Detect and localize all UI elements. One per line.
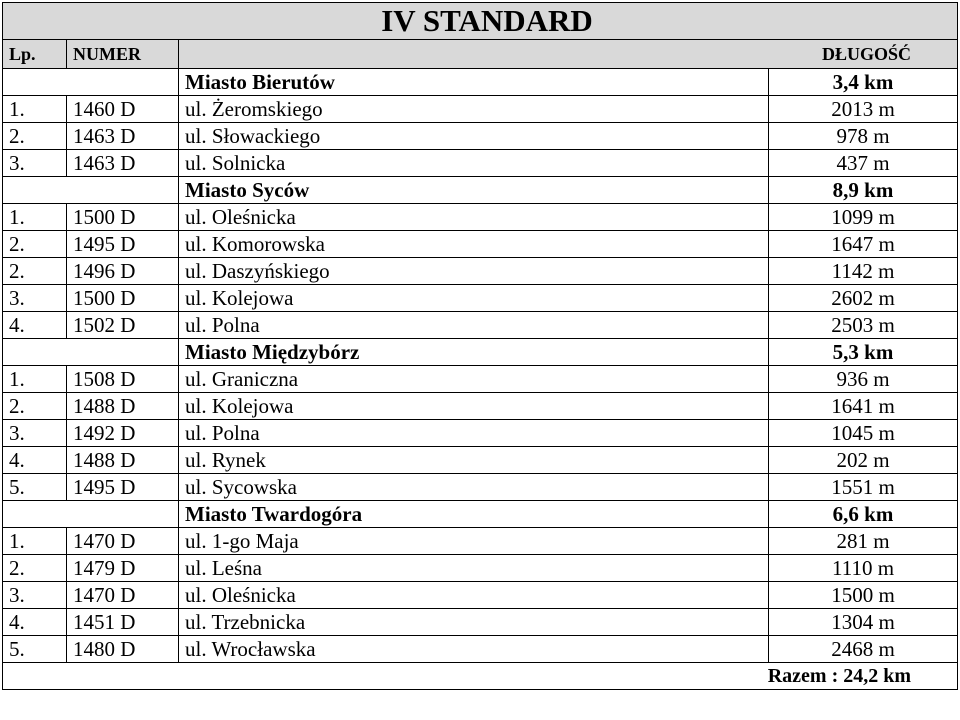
row-lp: 4. — [3, 312, 67, 339]
title-row — [3, 3, 958, 40]
row-numer: 1500 D — [67, 285, 179, 312]
row-lp: 1. — [3, 204, 67, 231]
row-street: ul. Oleśnicka — [179, 582, 769, 609]
city-name: Miasto Twardogóra — [179, 501, 769, 528]
row-lp: 5. — [3, 474, 67, 501]
row-street: ul. Kolejowa — [179, 285, 769, 312]
row-length: 1142 m — [769, 258, 958, 285]
city-row — [3, 339, 958, 366]
row-length: 2468 m — [769, 636, 958, 663]
row-street: ul. Rynek — [179, 447, 769, 474]
row-length: 1500 m — [769, 582, 958, 609]
row-street: ul. Graniczna — [179, 366, 769, 393]
row-numer: 1495 D — [67, 474, 179, 501]
row-street: ul. Solnicka — [179, 150, 769, 177]
row-numer: 1495 D — [67, 231, 179, 258]
city-spacer — [3, 339, 179, 366]
table-row — [3, 582, 958, 609]
table-row — [3, 258, 958, 285]
table-row — [3, 393, 958, 420]
row-numer: 1451 D — [67, 609, 179, 636]
table-row — [3, 231, 958, 258]
row-street: ul. Wrocławska — [179, 636, 769, 663]
city-name: Miasto Syców — [179, 177, 769, 204]
roads-table — [2, 2, 958, 690]
row-lp: 3. — [3, 582, 67, 609]
row-lp: 1. — [3, 366, 67, 393]
row-lp: 1. — [3, 96, 67, 123]
row-street: ul. Żeromskiego — [179, 96, 769, 123]
row-numer: 1502 D — [67, 312, 179, 339]
row-length: 1551 m — [769, 474, 958, 501]
city-row — [3, 501, 958, 528]
table-row — [3, 96, 958, 123]
table-row — [3, 312, 958, 339]
row-numer: 1460 D — [67, 96, 179, 123]
row-lp: 2. — [3, 393, 67, 420]
row-street: ul. 1-go Maja — [179, 528, 769, 555]
row-length: 1641 m — [769, 393, 958, 420]
row-street: ul. Trzebnicka — [179, 609, 769, 636]
city-total: 6,6 km — [769, 501, 958, 528]
table-row — [3, 150, 958, 177]
row-street: ul. Leśna — [179, 555, 769, 582]
row-lp: 2. — [3, 555, 67, 582]
row-numer: 1463 D — [67, 150, 179, 177]
row-length: 1110 m — [769, 555, 958, 582]
header-numer: NUMER — [67, 40, 179, 69]
row-lp: 2. — [3, 258, 67, 285]
table-row — [3, 420, 958, 447]
header-lp: Lp. — [3, 40, 67, 69]
table-row — [3, 474, 958, 501]
row-street: ul. Oleśnicka — [179, 204, 769, 231]
table-row — [3, 204, 958, 231]
row-length: 1647 m — [769, 231, 958, 258]
row-length: 2013 m — [769, 96, 958, 123]
row-lp: 5. — [3, 636, 67, 663]
row-numer: 1470 D — [67, 528, 179, 555]
table-row — [3, 366, 958, 393]
row-length: 281 m — [769, 528, 958, 555]
row-street: ul. Sycowska — [179, 474, 769, 501]
row-numer: 1488 D — [67, 447, 179, 474]
row-street: ul. Daszyńskiego — [179, 258, 769, 285]
city-total: 8,9 km — [769, 177, 958, 204]
row-numer: 1488 D — [67, 393, 179, 420]
row-lp: 3. — [3, 420, 67, 447]
table-row — [3, 609, 958, 636]
table-row — [3, 123, 958, 150]
city-spacer — [3, 69, 179, 96]
table-row — [3, 636, 958, 663]
row-length: 202 m — [769, 447, 958, 474]
row-numer: 1496 D — [67, 258, 179, 285]
row-length: 437 m — [769, 150, 958, 177]
row-length: 2602 m — [769, 285, 958, 312]
row-lp: 3. — [3, 285, 67, 312]
row-length: 2503 m — [769, 312, 958, 339]
row-street: ul. Komorowska — [179, 231, 769, 258]
city-name: Miasto Bierutów — [179, 69, 769, 96]
row-street: ul. Polna — [179, 420, 769, 447]
summary-total: Razem : 24,2 km — [3, 663, 958, 690]
row-lp: 2. — [3, 231, 67, 258]
row-length: 978 m — [769, 123, 958, 150]
row-length: 936 m — [769, 366, 958, 393]
header-row — [3, 40, 958, 69]
header-dlugosc: DŁUGOŚĆ — [179, 40, 958, 69]
row-street: ul. Słowackiego — [179, 123, 769, 150]
row-length: 1304 m — [769, 609, 958, 636]
roads-table-body — [3, 3, 958, 690]
city-total: 3,4 km — [769, 69, 958, 96]
row-lp: 2. — [3, 123, 67, 150]
row-numer: 1463 D — [67, 123, 179, 150]
city-row — [3, 177, 958, 204]
city-name: Miasto Międzybórz — [179, 339, 769, 366]
row-lp: 4. — [3, 609, 67, 636]
city-spacer — [3, 177, 179, 204]
city-total: 5,3 km — [769, 339, 958, 366]
table-title: IV STANDARD — [3, 3, 958, 40]
row-lp: 1. — [3, 528, 67, 555]
table-row — [3, 285, 958, 312]
city-row — [3, 69, 958, 96]
summary-row — [3, 663, 958, 690]
row-length: 1099 m — [769, 204, 958, 231]
row-street: ul. Polna — [179, 312, 769, 339]
table-row — [3, 528, 958, 555]
row-lp: 4. — [3, 447, 67, 474]
row-numer: 1479 D — [67, 555, 179, 582]
row-numer: 1480 D — [67, 636, 179, 663]
row-street: ul. Kolejowa — [179, 393, 769, 420]
row-numer: 1508 D — [67, 366, 179, 393]
table-row — [3, 555, 958, 582]
row-lp: 3. — [3, 150, 67, 177]
row-numer: 1492 D — [67, 420, 179, 447]
row-length: 1045 m — [769, 420, 958, 447]
row-numer: 1500 D — [67, 204, 179, 231]
row-numer: 1470 D — [67, 582, 179, 609]
city-spacer — [3, 501, 179, 528]
table-row — [3, 447, 958, 474]
